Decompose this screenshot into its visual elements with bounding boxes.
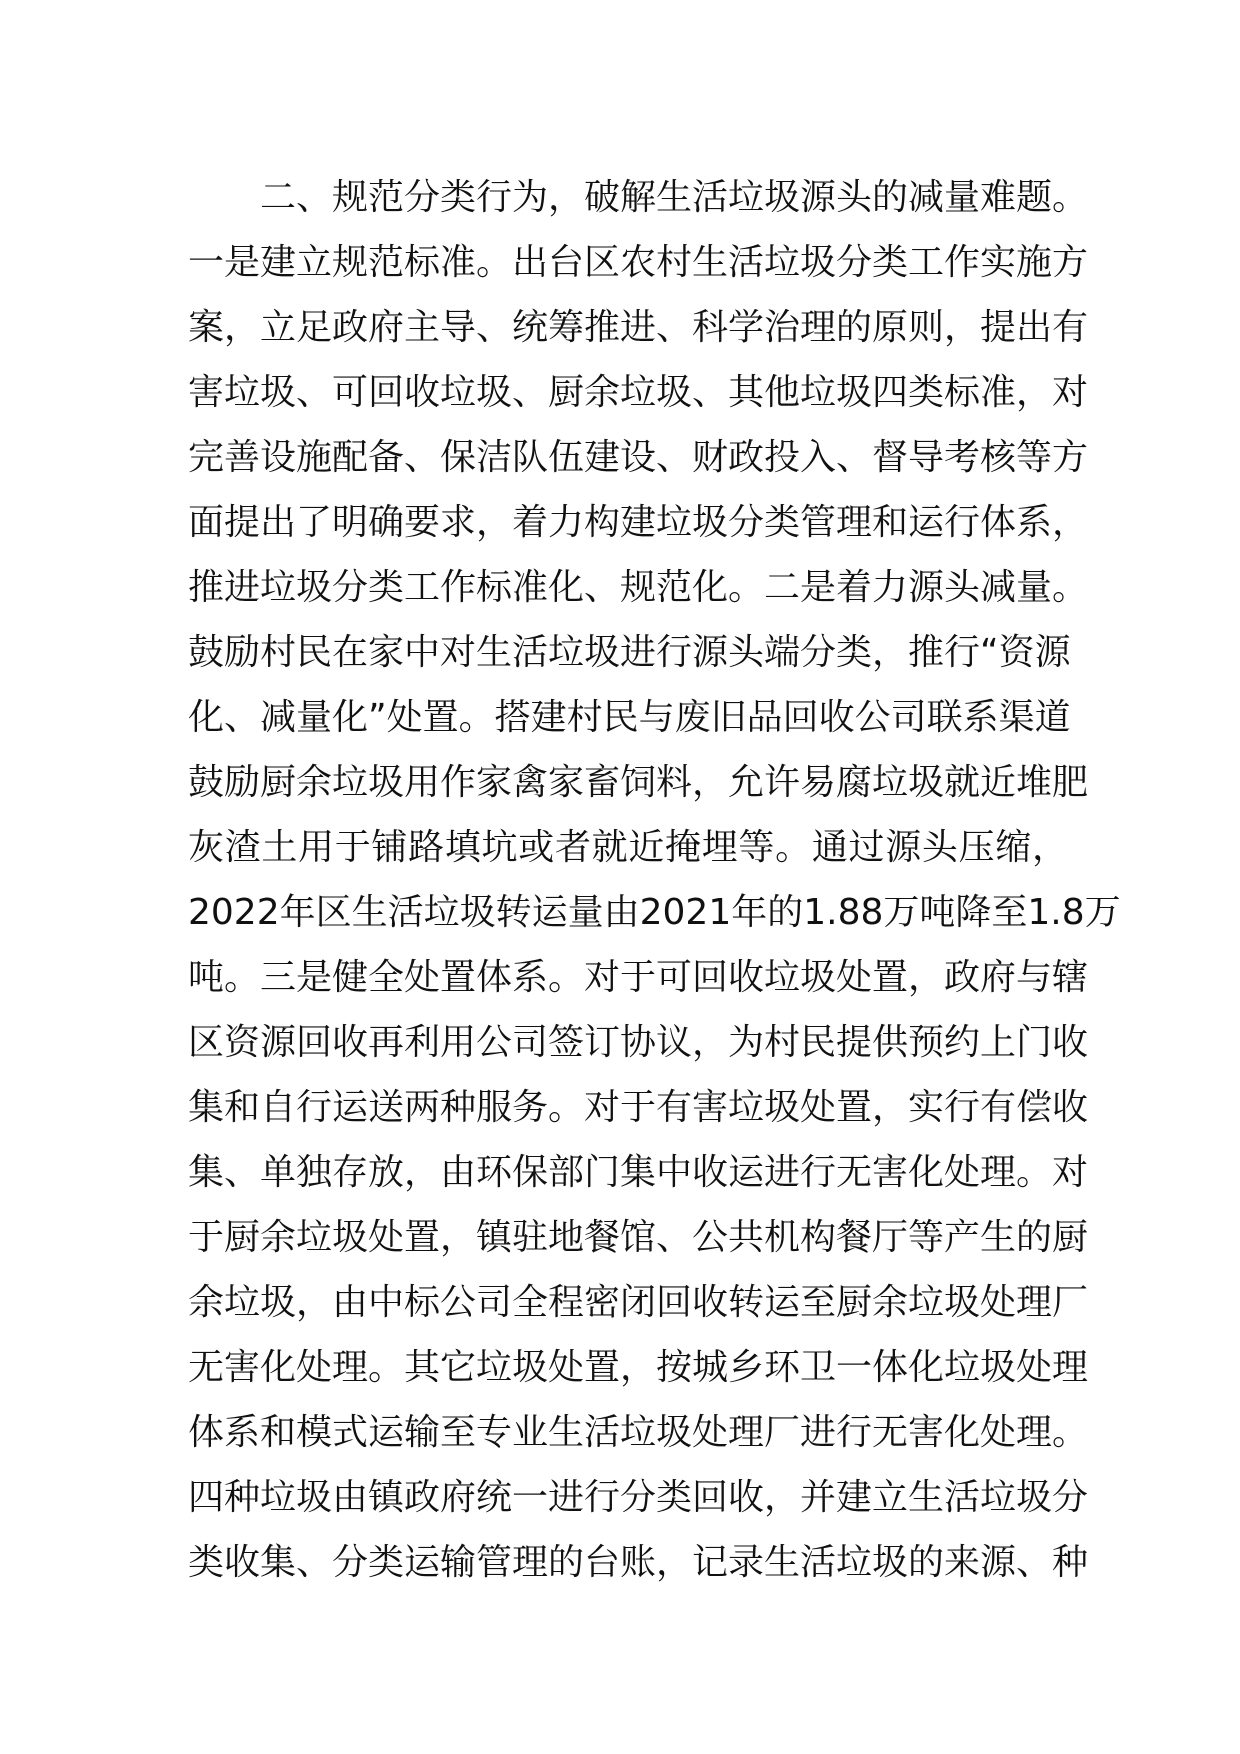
text-line: 推进垃圾分类工作标准化、规范化。二是着力源头减量。 [188,567,1089,608]
text-line: 于厨余垃圾处置，镇驻地餐馆、公共机构餐厅等产生的厨 [188,1217,1089,1258]
body-paragraph [188,165,1121,1595]
text-line: 一是建立规范标准。出台区农村生活垃圾分类工作实施方 [188,242,1089,283]
text-line: 无害化处理。其它垃圾处置，按城乡环卫一体化垃圾处理 [188,1347,1089,1388]
text-line: 体系和模式运输至专业生活垃圾处理厂进行无害化处理。 [188,1412,1089,1453]
text-line: 化、减量化”处置。搭建村民与废旧品回收公司联系渠道 [188,697,1071,738]
paragraph-heading-line: 二、规范分类行为，破解生活垃圾源头的减量难题。 [260,177,1089,218]
text-line: 完善设施配备、保洁队伍建设、财政投入、督导考核等方 [188,437,1089,478]
text-line: 集和自行运送两种服务。对于有害垃圾处置，实行有偿收 [188,1087,1089,1128]
text-line: 案，立足政府主导、统筹推进、科学治理的原则，提出有 [188,307,1089,348]
text-line: 集、单独存放，由环保部门集中收运进行无害化处理。对 [188,1152,1089,1193]
text-line: 2022年区生活垃圾转运量由2021年的1.88万吨降至1.8万 [188,892,1121,933]
text-line: 吨。三是健全处置体系。对于可回收垃圾处置，政府与辖 [188,957,1089,998]
text-line: 鼓励村民在家中对生活垃圾进行源头端分类，推行“资源 [188,632,1071,673]
text-line: 鼓励厨余垃圾用作家禽家畜饲料，允许易腐垃圾就近堆肥 [188,762,1089,803]
text-line: 区资源回收再利用公司签订协议，为村民提供预约上门收 [188,1022,1089,1063]
text-line: 面提出了明确要求，着力构建垃圾分类管理和运行体系， [188,502,1089,543]
text-line: 灰渣土用于铺路填坑或者就近掩埋等。通过源头压缩， [188,827,1068,868]
text-line: 害垃圾、可回收垃圾、厨余垃圾、其他垃圾四类标准，对 [188,372,1089,413]
text-line: 类收集、分类运输管理的台账，记录生活垃圾的来源、种 [188,1542,1089,1583]
text-line: 余垃圾，由中标公司全程密闭回收转运至厨余垃圾处理厂 [188,1282,1089,1323]
text-line: 四种垃圾由镇政府统一进行分类回收，并建立生活垃圾分 [188,1477,1089,1518]
